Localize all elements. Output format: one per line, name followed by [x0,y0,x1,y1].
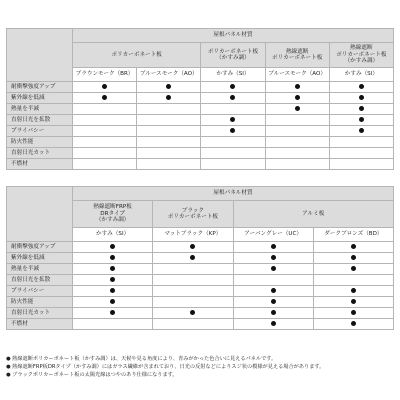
feature-cell [73,275,153,286]
table-corner [7,29,73,82]
feature-cell [329,126,393,137]
feature-cell [313,253,393,264]
feature-cell [313,297,393,308]
feature-label: 紫外線を低減 [7,93,73,104]
check-dot-icon [295,106,300,111]
check-dot-icon [190,244,195,249]
feature-cell [265,82,329,93]
feature-cell [153,308,233,319]
table-title: 屋根パネル材質 [73,29,394,43]
feature-cell [153,297,233,308]
check-dot-icon [295,95,300,100]
feature-cell [73,286,153,297]
feature-cell [329,159,393,170]
feature-cell [265,104,329,115]
feature-cell [137,115,201,126]
feature-label: 熱量を半減 [7,104,73,115]
note-item: ● 熱線遮断FRP板DRタイプ（かすみ調）にはガラス繊維が含まれており、日光の反射などによりスジ状の模様が見える場合があります。 [6,364,325,371]
feature-row [7,115,394,126]
feature-cell [329,137,393,148]
feature-label: 耐衝撃強度アップ [7,242,73,253]
feature-cell [313,264,393,275]
feature-row [7,148,394,159]
feature-cell [265,126,329,137]
feature-cell [201,82,265,93]
feature-cell [329,115,393,126]
check-dot-icon [359,84,364,89]
feature-cell [153,275,233,286]
check-dot-icon [102,95,107,100]
feature-cell [329,148,393,159]
notes-list [6,355,394,379]
feature-cell [73,137,137,148]
color-column-header: ブラウンモーク（BR） [73,68,137,82]
check-dot-icon [230,95,235,100]
check-dot-icon [230,117,235,122]
table-corner [7,187,73,242]
feature-cell [73,93,137,104]
feature-cell [137,137,201,148]
color-column-header: かすみ（SI） [73,228,153,242]
feature-row [7,137,394,148]
feature-cell [153,264,233,275]
check-dot-icon [110,288,115,293]
feature-cell [265,93,329,104]
check-dot-icon [351,310,356,315]
feature-cell [137,159,201,170]
check-dot-icon [110,255,115,260]
feature-cell [73,104,137,115]
feature-cell [313,286,393,297]
check-dot-icon [351,321,356,326]
feature-label: 直射日光カット [7,308,73,319]
feature-row [7,319,394,330]
feature-label: 紫外線を低減 [7,253,73,264]
feature-cell [313,319,393,330]
feature-cell [153,242,233,253]
feature-cell [201,126,265,137]
check-dot-icon [271,310,276,315]
feature-cell [73,242,153,253]
check-dot-icon [271,244,276,249]
check-dot-icon [359,117,364,122]
feature-row [7,242,394,253]
feature-row [7,253,394,264]
feature-cell [153,319,233,330]
feature-cell [233,275,313,286]
feature-cell [201,104,265,115]
feature-row [7,275,394,286]
check-dot-icon [271,321,276,326]
feature-label: 直射日光を拡散 [7,275,73,286]
feature-cell [137,148,201,159]
feature-cell [73,264,153,275]
feature-cell [201,93,265,104]
feature-cell [265,159,329,170]
material-group-header: 熱線遮断 ポリカーボネート板 （かすみ調） [329,43,393,68]
check-dot-icon [359,95,364,100]
feature-cell [265,137,329,148]
material-group-header: ポリカーボネート板 [73,43,201,68]
header-title-row [7,29,394,43]
feature-label: プライバシー [7,126,73,137]
material-group-header: 熱線遮断 ポリカーボネート板 [265,43,329,68]
feature-cell [137,126,201,137]
feature-cell [329,82,393,93]
feature-cell [153,253,233,264]
feature-row [7,104,394,115]
feature-label: 直射日光カット [7,148,73,159]
check-dot-icon [166,95,171,100]
feature-row [7,93,394,104]
comparison-table-1 [6,28,394,170]
table-title: 屋根パネル材質 [73,187,394,201]
feature-cell [153,286,233,297]
check-dot-icon [351,244,356,249]
color-column-header: ブルースモーク（AO） [137,68,201,82]
check-dot-icon [190,310,195,315]
feature-cell [329,93,393,104]
feature-cell [73,148,137,159]
check-dot-icon [271,288,276,293]
feature-row [7,286,394,297]
feature-cell [233,286,313,297]
feature-row [7,82,394,93]
feature-cell [137,93,201,104]
feature-cell [73,253,153,264]
check-dot-icon [351,288,356,293]
check-dot-icon [190,255,195,260]
feature-cell [233,319,313,330]
feature-label: 不燃材 [7,159,73,170]
feature-cell [313,242,393,253]
check-dot-icon [271,299,276,304]
feature-cell [73,159,137,170]
check-dot-icon [110,266,115,271]
color-column-header: かすみ（SI） [201,68,265,82]
check-dot-icon [166,84,171,89]
check-dot-icon [351,266,356,271]
feature-cell [233,297,313,308]
feature-cell [137,104,201,115]
feature-row [7,264,394,275]
feature-label: 不燃材 [7,319,73,330]
feature-label: 防火性能 [7,297,73,308]
feature-cell [201,159,265,170]
material-group-header: ポリカーボネート板 （かすみ調） [201,43,265,68]
feature-cell [137,82,201,93]
feature-cell [329,104,393,115]
check-dot-icon [230,84,235,89]
feature-cell [233,242,313,253]
feature-label: 耐衝撃強度アップ [7,82,73,93]
check-dot-icon [295,84,300,89]
feature-cell [201,115,265,126]
color-column-header: ダークブロンズ（BD） [313,228,393,242]
feature-cell [73,126,137,137]
feature-row [7,308,394,319]
feature-cell [233,264,313,275]
feature-label: 直射日光を拡散 [7,115,73,126]
feature-cell [201,148,265,159]
feature-cell [201,137,265,148]
check-dot-icon [359,106,364,111]
material-group-header: ブラック ポリカーボネート板 [153,201,233,228]
check-dot-icon [271,266,276,271]
feature-row [7,126,394,137]
check-dot-icon [110,277,115,282]
header-title-row [7,187,394,201]
feature-cell [265,115,329,126]
feature-cell [73,319,153,330]
check-dot-icon [110,310,115,315]
check-dot-icon [359,128,364,133]
check-dot-icon [230,128,235,133]
feature-cell [233,308,313,319]
feature-cell [265,148,329,159]
comparison-table-2 [6,186,394,330]
feature-cell [233,253,313,264]
note-item: ● ブラックポリカーボネート板の太陽光線はつやのあり仕様になります。 [6,372,178,379]
check-dot-icon [102,84,107,89]
feature-label: プライバシー [7,286,73,297]
check-dot-icon [110,299,115,304]
note-item: ● 熱線遮断ポリカーボネート板（かすみ調）は、天候や見る角度により、青みがかった色合いに見えるパネルです。 [6,356,277,362]
feature-cell [73,82,137,93]
feature-label: 防火性能 [7,137,73,148]
color-column-header: ブルースモーク（AO） [265,68,329,82]
color-column-header: かすみ（SI） [329,68,393,82]
feature-cell [313,275,393,286]
material-group-header: 熱線遮断FRP板 DRタイプ （かすみ調） [73,201,153,228]
check-dot-icon [351,299,356,304]
feature-cell [313,308,393,319]
feature-cell [73,297,153,308]
color-column-header: アーバングレー（UC） [233,228,313,242]
feature-cell [73,308,153,319]
check-dot-icon [110,244,115,249]
check-dot-icon [271,255,276,260]
color-column-header: マットブラック（KP） [153,228,233,242]
feature-cell [73,115,137,126]
feature-row [7,297,394,308]
check-dot-icon [351,255,356,260]
feature-label: 熱量を半減 [7,264,73,275]
material-group-header: アルミ板 [233,201,394,228]
feature-row [7,159,394,170]
